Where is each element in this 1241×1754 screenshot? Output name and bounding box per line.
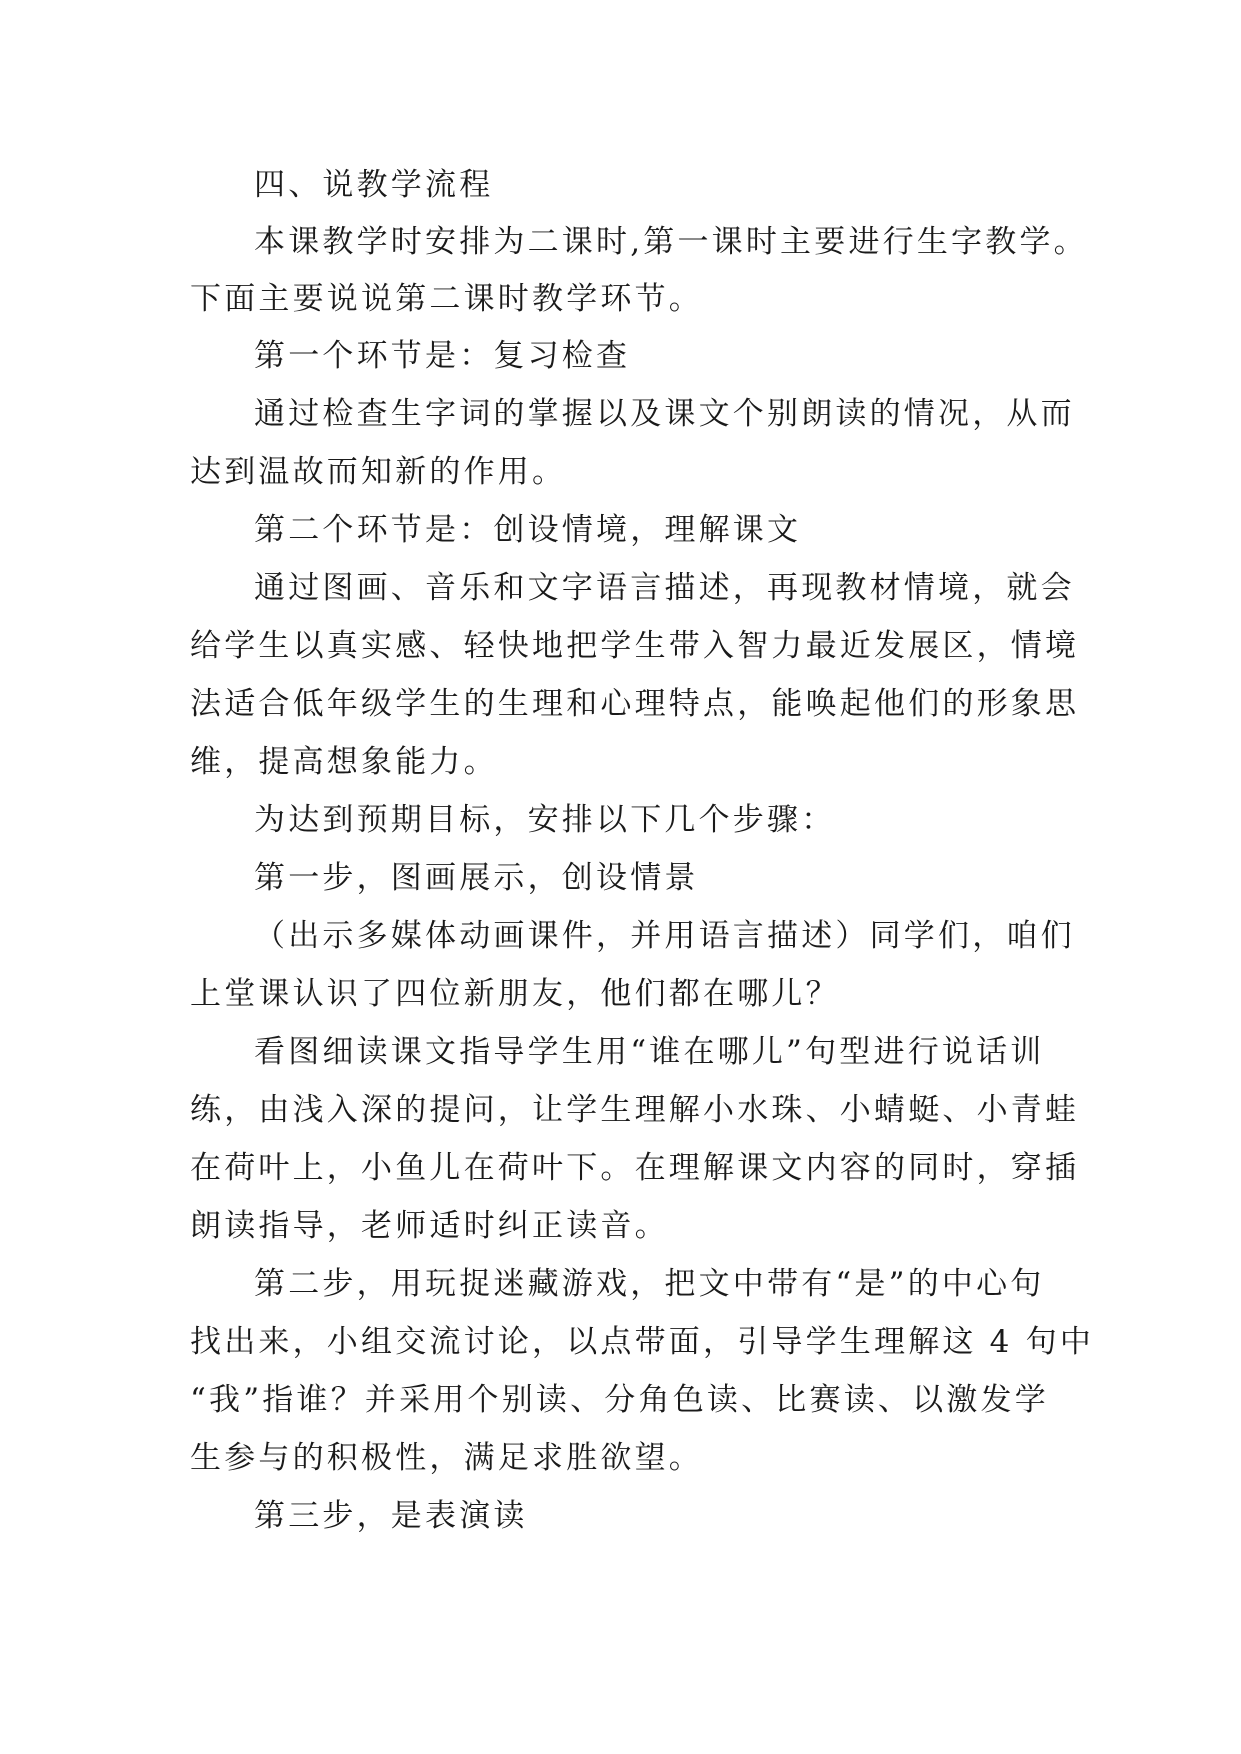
paragraph-line: 在荷叶上，小鱼儿在荷叶下。在理解课文内容的同时，穿插 bbox=[190, 1150, 1080, 1186]
paragraph-line: 上堂课认识了四位新朋友，他们都在哪儿？ bbox=[190, 976, 840, 1012]
paragraph-line: 下面主要说说第二课时教学环节。 bbox=[190, 281, 703, 317]
paragraph-line: 给学生以真实感、轻快地把学生带入智力最近发展区，情境 bbox=[190, 628, 1080, 664]
section-heading: 四、说教学流程 bbox=[254, 167, 494, 203]
paragraph-line: 本课教学时安排为二课时,第一课时主要进行生字教学。 bbox=[254, 224, 1088, 260]
step-heading: 第一步，图画展示，创设情景 bbox=[254, 860, 699, 896]
step-heading: 第三步，是表演读 bbox=[254, 1498, 528, 1534]
paragraph-line: 看图细读课文指导学生用“谁在哪儿”句型进行说话训 bbox=[254, 1034, 1045, 1070]
paragraph-line: 找出来，小组交流讨论，以点带面，引导学生理解这 4 句中 bbox=[190, 1324, 1095, 1360]
paragraph-line: 第二步，用玩捉迷藏游戏，把文中带有“是”的中心句 bbox=[254, 1266, 1045, 1302]
paragraph-line: 练，由浅入深的提问，让学生理解小水珠、小蜻蜓、小青蛙 bbox=[190, 1092, 1080, 1128]
paragraph-line: 法适合低年级学生的生理和心理特点，能唤起他们的形象思 bbox=[190, 686, 1080, 722]
paragraph-line: 维，提高想象能力。 bbox=[190, 744, 498, 780]
paragraph-line: 达到温故而知新的作用。 bbox=[190, 454, 567, 490]
subheading: 第二个环节是：创设情境，理解课文 bbox=[254, 512, 802, 548]
paragraph-line: “我”指谁？并采用个别读、分角色读、比赛读、以激发学 bbox=[190, 1382, 1049, 1418]
subheading: 第一个环节是：复习检查 bbox=[254, 338, 631, 374]
paragraph-line: 为达到预期目标，安排以下几个步骤： bbox=[254, 802, 836, 838]
paragraph-line: 生参与的积极性，满足求胜欲望。 bbox=[190, 1440, 703, 1476]
paragraph-line: （出示多媒体动画课件，并用语言描述）同学们，咱们 bbox=[254, 918, 1075, 954]
paragraph-line: 通过检查生字词的掌握以及课文个别朗读的情况，从而 bbox=[254, 396, 1075, 432]
paragraph-line: 通过图画、音乐和文字语言描述，再现教材情境，就会 bbox=[254, 570, 1075, 606]
paragraph-line: 朗读指导，老师适时纠正读音。 bbox=[190, 1208, 669, 1244]
